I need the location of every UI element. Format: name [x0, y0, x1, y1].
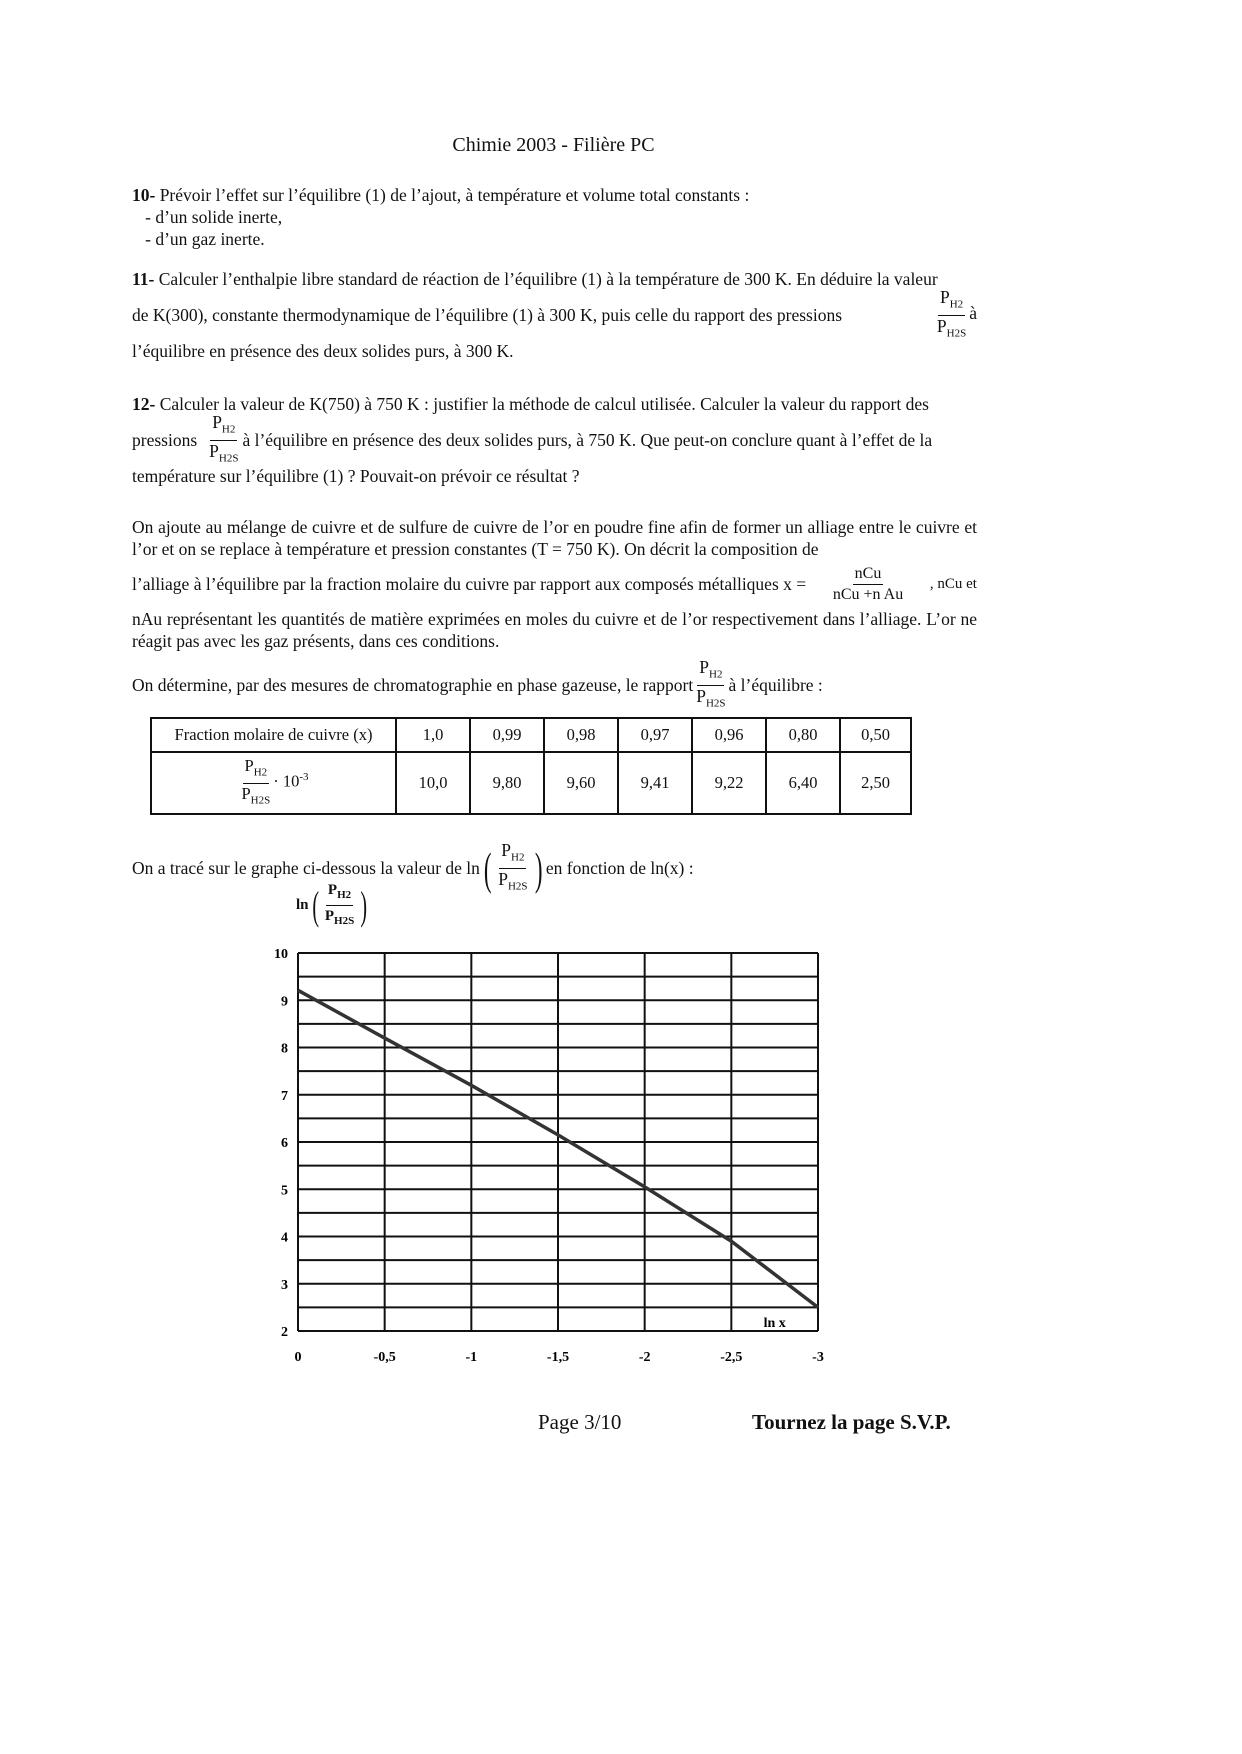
alloy-line1: On ajoute au mélange de cuivre et de sulfure de cuivre de l’or en poudre fine afin de former un alliage entre le cuivre et l’or et on se replace à température et pression constantes (T = 750 K). On décrit la composition de [132, 517, 977, 559]
den-sub: H2S [250, 793, 271, 806]
measure-start: On détermine, par des mesures de chromatographie en phase gazeuse, le rapport [132, 674, 694, 695]
y-tick-label: 6 [281, 1136, 288, 1151]
graph-intro: On a tracé sur le graphe ci-dessous la valeur de ln ( $\frac{P_{H2}}{P_{H2S}}$ ) en fonction de ln(x) : [132, 836, 694, 900]
table-cell: 9,60 [544, 752, 618, 814]
table-cell: 9,80 [470, 752, 544, 814]
num-sub: H2 [949, 298, 964, 311]
alloy-line2: l’alliage à l’équilibre par la fraction molaire du cuivre par rapport aux composés métalliques x = [132, 574, 807, 594]
page-title: Chimie 2003 - Filière PC [452, 134, 655, 156]
y-tick-label: 5 [281, 1183, 288, 1199]
den: P [936, 315, 947, 336]
q11-line2: de K(300), constante thermodynamique de l’équilibre (1) à 300 K, puis celle du rapport des pressions [132, 305, 843, 325]
num: P [327, 882, 338, 898]
q12-line3: température sur l’équilibre (1) ? Pouvait-on prévoir ce résultat ? [132, 466, 580, 486]
x-tick-label: -3 [812, 1350, 824, 1365]
q11-number: 11- [132, 269, 155, 289]
num-sub: H2 [511, 851, 525, 864]
table-cell: 10,0 [396, 752, 470, 814]
y-tick-label: 10 [274, 947, 288, 962]
table-cell: 9,22 [692, 752, 766, 814]
table-cell: 2,50 [840, 752, 911, 814]
num: P [244, 756, 254, 776]
num-sub: H2 [221, 423, 236, 436]
table-cell: 0,96 [692, 718, 766, 752]
alloy-line3: nAu représentant les quantités de matière exprimées en moles du cuivre et de l’or respectivement dans l’alliage. L’or ne réagit pas avec les gaz présents, dans ces conditions. [132, 609, 977, 651]
y-axis-title: ln ( $\frac{P_{H2}}{P_{H2S}}$ ) [296, 882, 368, 928]
q11-line1: Calculer l’enthalpie libre standard de réaction de l’équilibre (1) à la température de 300 K. En déduire la valeur [158, 269, 938, 289]
y-tick-label: 9 [281, 994, 288, 1010]
y-tick-label: 2 [281, 1325, 288, 1340]
num: P [212, 412, 222, 432]
x-axis-label: ln x [763, 1316, 786, 1331]
y-tick-label: 3 [281, 1277, 288, 1293]
q11-line2-end: à [969, 303, 977, 324]
num-sub: H2 [253, 766, 268, 779]
den-sub: H2S [946, 327, 967, 339]
q10-item2: - d’un gaz inerte. [145, 229, 265, 249]
table-cell: 9,41 [618, 752, 692, 814]
table-cell: 0,50 [840, 718, 911, 752]
x-tick-label: -2,5 [720, 1350, 743, 1365]
x-tick-label: -1 [465, 1350, 478, 1365]
den: P [209, 440, 219, 461]
q10-text: Prévoir l’effet sur l’équilibre (1) de l’ajout, à température et volume total constants : [159, 185, 750, 205]
den: P [696, 685, 706, 706]
den: P [241, 783, 251, 803]
q12-line1: Calculer la valeur de K(750) à 750 K : justifier la méthode de calcul utilisée. Calculer la valeur du rapport des [159, 394, 929, 414]
alloy-line2-end: , nCu et [929, 576, 977, 592]
measure-end: à l’équilibre : [728, 674, 823, 695]
table-cell: 0,98 [544, 718, 618, 752]
y-tick-label: 7 [281, 1088, 288, 1104]
q12-line2-end: à l’équilibre en présence des deux solides purs, à 750 K. Que peut-on conclure quant à l’effet de la [242, 430, 933, 450]
num: P [939, 287, 950, 307]
factor: · 10 [273, 771, 300, 791]
num-sub: H2 [709, 668, 723, 681]
y-tick-label: 4 [281, 1230, 288, 1246]
q10-item1: - d’un solide inerte, [145, 207, 283, 227]
x-tick-label: 0 [294, 1350, 302, 1365]
den-sub: H2S [334, 915, 355, 927]
graph-intro-start: On a tracé sur le graphe ci-dessous la valeur de ln [132, 857, 480, 878]
x-tick-label: -1,5 [546, 1350, 570, 1365]
den: P [324, 908, 335, 924]
den: P [498, 868, 508, 889]
num: P [699, 657, 710, 677]
q10-number: 10- [132, 185, 156, 205]
q12-line2-start: pressions [132, 430, 198, 450]
q12-number: 12- [132, 394, 156, 414]
x-tick-label: -0,5 [373, 1350, 396, 1365]
table-cell: 6,40 [766, 752, 840, 814]
x-tick-label: -2 [638, 1350, 651, 1365]
num: P [501, 840, 512, 860]
y-tick-label: 8 [281, 1041, 288, 1057]
page-number: Page 3/10 [538, 1410, 622, 1434]
row-header-x: Fraction molaire de cuivre (x) [151, 718, 396, 752]
den-sub: H2S [507, 880, 528, 892]
den-sub: H2S [218, 452, 239, 464]
x-den: nCu +n Au [832, 585, 904, 603]
table-cell: 0,99 [470, 718, 544, 752]
graph-intro-end: en fonction de ln(x) : [545, 857, 694, 878]
num-sub: H2 [337, 889, 352, 901]
den-sub: H2S [705, 697, 726, 709]
turn-page: Tournez la page S.V.P. [752, 1410, 951, 1434]
x-num: nCu [853, 564, 884, 585]
q11-line3: l’équilibre en présence des deux solides purs, à 300 K. [132, 341, 514, 361]
table-cell: 0,97 [618, 718, 692, 752]
exponent: -3 [299, 771, 309, 784]
table-cell: 1,0 [396, 718, 470, 752]
table-cell: 0,80 [766, 718, 840, 752]
